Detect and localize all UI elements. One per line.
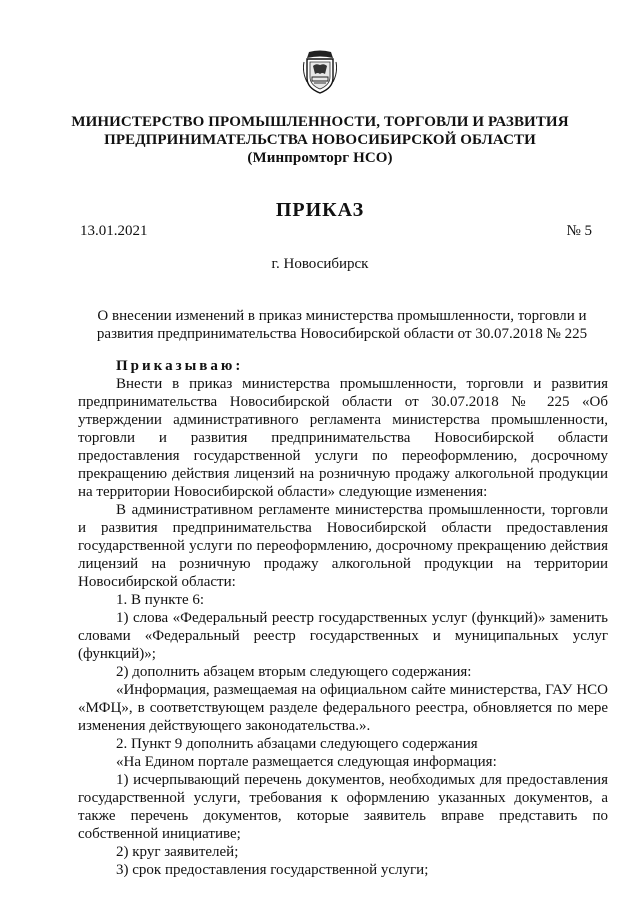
body-paragraph: Внести в приказ министерства промышленности, торговли и развития предпринимательства Новосибирской области от 30.07.2018 № 225 «Об утверждении административного регламента министерства промышленности, торговли и развития предпринимательства Новосибирской области предоставления государственной услуги по переоформлению, досрочному прекращению действия лицензий на розничную продажу алкогольной продукции на территории Новосибирской области» следующие изменения: — [78, 376, 608, 500]
ministry-name-line1: МИНИСТЕРСТВО ПРОМЫШЛЕННОСТИ, ТОРГОВЛИ И РАЗВИТИЯ — [71, 114, 569, 130]
document-body — [78, 357, 608, 879]
body-paragraph: В административном регламенте министерства промышленности, торговли и развития предпринимательства Новосибирской области предоставления государственной услуги по переоформлению, досрочному прекращению действия лицензий на розничную продажу алкогольной продукции на территории Новосибирской области: — [78, 502, 608, 590]
document-number: № 5 — [566, 223, 592, 239]
body-paragraph: «Информация, размещаемая на официальном сайте министерства, ГАУ НСО «МФЦ», в соответствующем разделе федерального реестра, обновляется по мере изменения действующего законодательства.». — [78, 682, 608, 734]
body-paragraph: 1. В пункте 6: — [116, 592, 205, 608]
document-city: г. Новосибирск — [271, 256, 369, 272]
body-paragraph: 2) дополнить абзацем вторым следующего содержания: — [116, 664, 472, 680]
body-paragraph: 3) срок предоставления государственной услуги; — [116, 862, 429, 878]
order-heading: Приказываю: — [116, 358, 244, 374]
body-paragraph: «На Едином портале размещается следующая информация: — [116, 754, 497, 770]
document-type: ПРИКАЗ — [275, 199, 365, 221]
ministry-name-line2: ПРЕДПРИНИМАТЕЛЬСТВА НОВОСИБИРСКОЙ ОБЛАСТИ — [104, 132, 536, 148]
document-subject: О внесении изменений в приказ министерства промышленности, торговли и развития предпринимательства Новосибирской области от 30.07.2018 № 225 — [96, 308, 588, 342]
body-paragraph: 2. Пункт 9 дополнить абзацами следующего содержания — [116, 736, 478, 752]
document-date: 13.01.2021 — [80, 223, 148, 239]
body-paragraph: 2) круг заявителей; — [116, 844, 239, 860]
coat-of-arms-icon — [303, 50, 337, 94]
body-paragraph: 1) слова «Федеральный реестр государственных услуг (функций)» заменить словами «Федеральный реестр государственных и муниципальных услуг (функций)»; — [78, 610, 608, 662]
body-paragraph: 1) исчерпывающий перечень документов, необходимых для предоставления государственной услуги, требования к оформлению указанных документов, а также перечень документов, которые заявитель вправе представить по собственной инициативе; — [78, 772, 608, 842]
ministry-abbreviation: (Минпромторг НСО) — [247, 150, 393, 166]
